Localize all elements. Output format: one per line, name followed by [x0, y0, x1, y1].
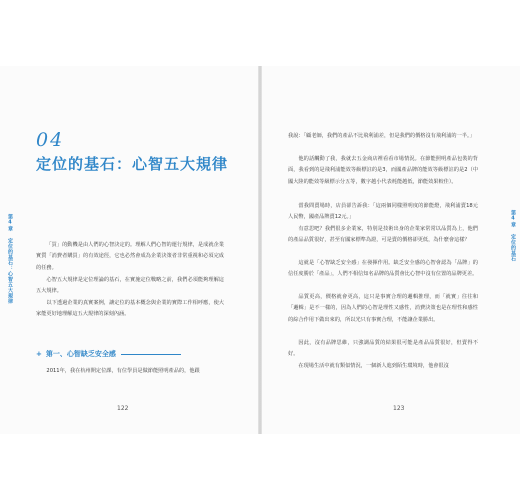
right-paragraph: 品質更高，價格就會更高，這只是事實合理的邏輯推理，而「就實」往往和「邏輯」是不一樣的，因為人們的心智是理性又感性，消費決策也是在理性和感性的綜合作用下做出來的，所以光只有事實合理，不能讓企業勝出。 — [288, 294, 478, 323]
right-paragraph: 這就是「心智缺乏安全感」在發揮作用。缺乏安全感的心智會認為「品牌」的信任度勝於「產品」，人們不相信知名品牌的品質會比心智中沒有位置的品牌更差。 — [288, 260, 478, 278]
right-paragraph: 因此，沒有品牌思維，只強調品質的結果很可能是產品品質很好，但賣得不好。 — [288, 340, 478, 358]
plus-icon: + — [36, 350, 42, 358]
right-paragraph: 在現場生活中就有類似情況，一個新人進到陌生環境時，他會很沒 — [298, 363, 449, 369]
left-side-tab: 第4章 定位的基石：心智五大規律 — [7, 214, 13, 304]
page-number-right: 123 — [393, 405, 405, 412]
section-heading-text: 第一、心智缺乏安全感 — [45, 350, 116, 358]
right-side-tab: 第4章 定位的基石 — [510, 210, 516, 262]
right-page — [262, 66, 520, 434]
right-paragraph: 有意思吧？我們很多企業家，特別是技術出身的企業家常常以品質為上，他們的產品品質很好，甚至有國家標準為證，可是賣的價格卻更低，為什麼會這樣？ — [288, 226, 478, 244]
right-paragraph: 當我問賣場時，店員卻告訴我：「這兩個同樣照明度的節能燈，飛利浦賣18元人民幣，國產品牌賣12元。」 — [288, 203, 478, 221]
chapter-number: 04 — [36, 129, 65, 151]
left-paragraph: 2011年，我在杭州開定位課，有位學員是做節能照明產品的，他跟 — [46, 368, 200, 374]
left-paragraph: 心智五大規律是定位理論的基石，在實施定位戰略之前，我們必須能夠理解這五大規律。 — [36, 277, 224, 295]
section-heading — [36, 349, 181, 359]
page-number-left: 122 — [117, 405, 129, 412]
right-paragraph: 他的話觸動了我，我就去五金商店裡看看市場情況。在節能照明產品包裝的背面，我看到的是飛利浦能效等級標註的是3，而國產品牌的能效等級標註的是2（中國大陸的能效等級標示分五等，數字越小代表耗能越低，節能效果較佳）。 — [288, 156, 478, 185]
chapter-title: 定位的基石：心智五大規律 — [36, 155, 229, 173]
right-paragraph: 我說：「顧老師，我們的產品不比飛利浦差，但是我們的價格沒有飛利浦的一半。」 — [288, 133, 475, 139]
section-rule — [121, 354, 181, 355]
left-paragraph: 「買」的動機是由人們的心智決定的。理解人們心智的運行規律，是成就企業實質「消費者購買」的有效途徑，它也必然會成為企業決策者非常重視和必須完成的任務。 — [36, 242, 224, 271]
left-paragraph: 以下透過企業的真實案例，讓定位的基本概念與企業的實際工作相呼應，使大家能更好地理解這五大規律的深刻內涵。 — [36, 300, 224, 318]
